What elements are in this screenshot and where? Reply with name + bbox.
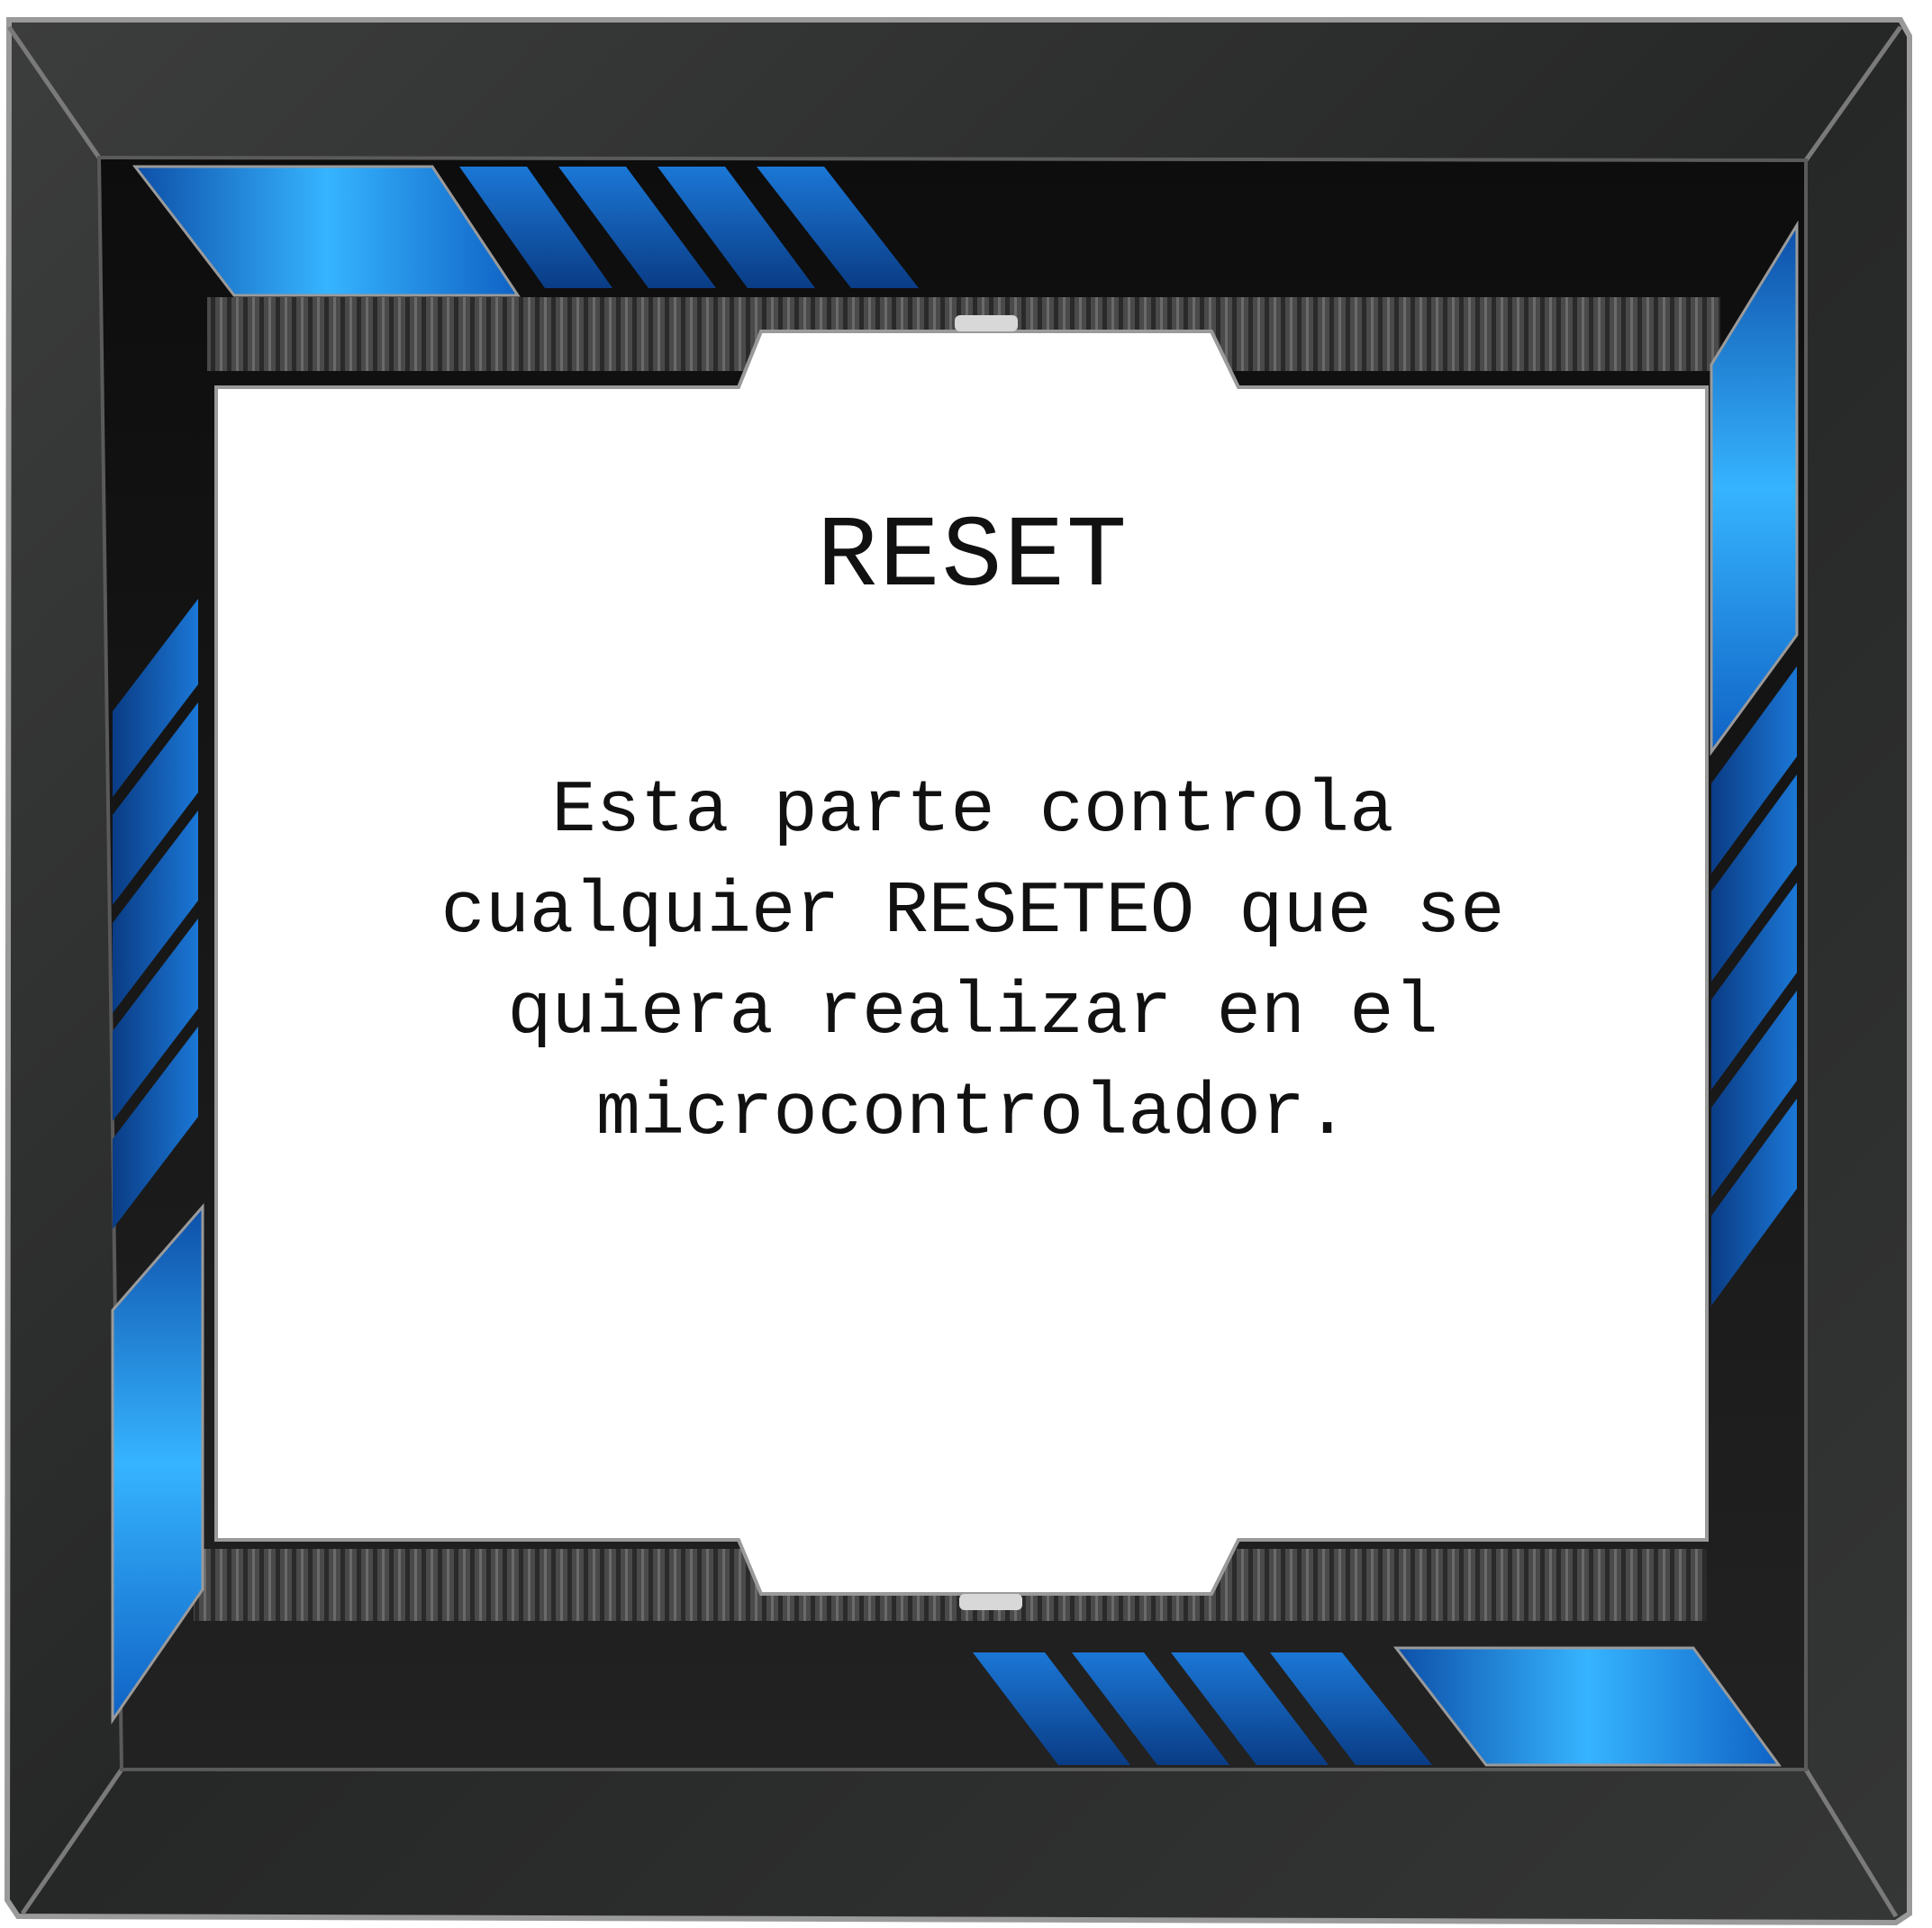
card-description: Esta parte controla cualquier RESETEO que se quiera realizar en el microcontrolador.: [440, 769, 1505, 1155]
card-title: RESET: [816, 501, 1129, 615]
